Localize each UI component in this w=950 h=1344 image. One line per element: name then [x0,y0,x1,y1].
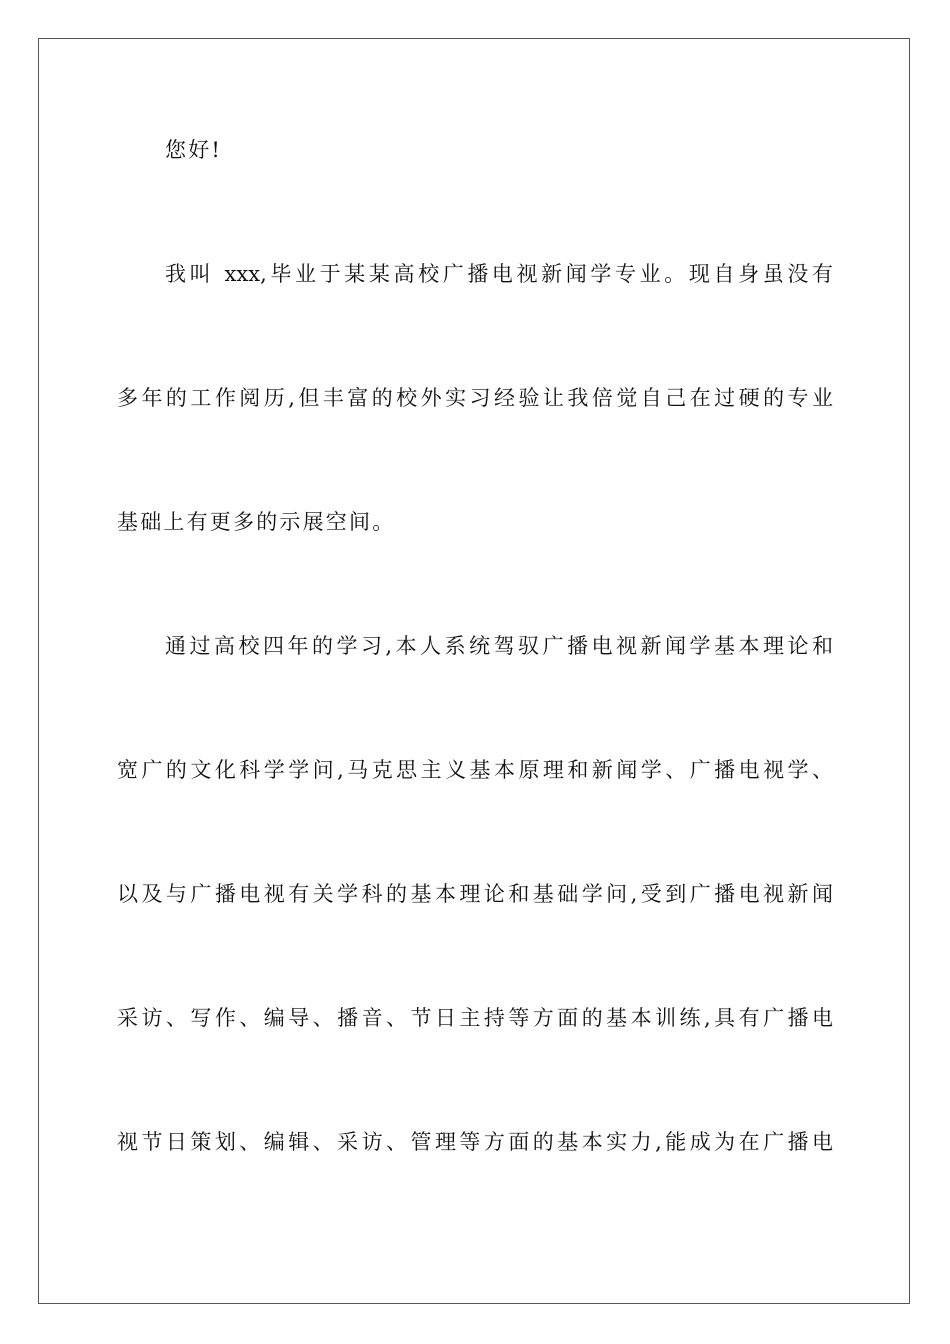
paragraph-2-line-1: 通过高校四年的学习,本人系统驾驭广播电视新闻学基本理论和 [165,634,833,658]
paragraph-2-line-5: 视节日策划、编辑、采访、管理等方面的基本实力,能成为在广播电 [117,1130,833,1154]
page-frame [38,38,910,1304]
greeting-line: 您好! [165,138,223,162]
paragraph-2-line-2: 宽广的文化科学学问,马克思主义基本原理和新闻学、广播电视学、 [117,758,833,782]
paragraph-2-line-4: 采访、写作、编导、播音、节日主持等方面的基本训练,具有广播电 [117,1006,833,1030]
paragraph-1-line-1: 我叫 xxx,毕业于某某高校广播电视新闻学专业。现自身虽没有 [165,262,833,286]
paragraph-1-line-2: 多年的工作阅历,但丰富的校外实习经验让我倍觉自己在过硬的专业 [117,386,833,410]
paragraph-2-line-3: 以及与广播电视有关学科的基本理论和基础学问,受到广播电视新闻 [117,882,833,906]
paragraph-1-line-3: 基础上有更多的示展空间。 [117,510,396,534]
